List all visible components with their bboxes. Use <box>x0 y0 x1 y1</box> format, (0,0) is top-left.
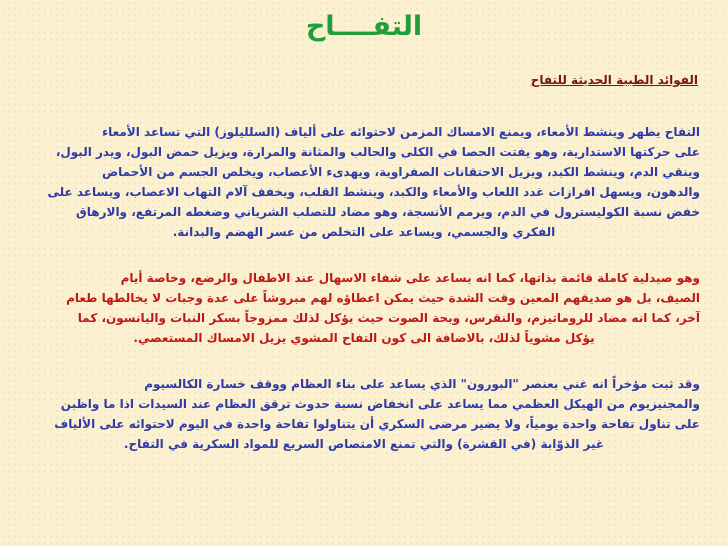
paragraph-line: الصيف، بل هو صديقهم المعين وقت الشدة حيث يمكن اعطاؤه لهم مبروشاً على عدة وجبات لا يخالطها طعام <box>66 291 700 305</box>
paragraph-line: آخر، كما انه مضاد للروماتيزم، والنقرس، وبحة الصوت حيث يؤكل لذلك ممزوجاً بسكر النبات واليانسون، كما <box>77 311 700 325</box>
paragraph-line: وهو صيدلية كاملة قائمة بذاتها، كما انه يساعد على شفاء الاسهال عند الاطفال والرضع، وخاصة أيام <box>120 271 700 285</box>
paragraph-line: التفاح يطهر وينشط الأمعاء، ويمنع الامساك المزمن لاحتوائه على ألياف (السلليلوز) التي تساعد الأمعاء <box>101 125 700 139</box>
paragraph-line: يؤكل مشوياً لذلك، بالاضافة الى كون التفاح المشوي يزيل الامساك المستعصي. <box>133 331 595 345</box>
paragraph-boron <box>28 374 700 454</box>
paragraph-line: وقد ثبت مؤخراً انه غني بعنصر "البورون" الذي يساعد على بناء العظام ووقف خسارة الكالسيوم <box>144 377 700 391</box>
paragraph-line: غير الذوّابة (في القشرة) والتي تمنع الامتصاص السريع للمواد السكرية في التفاح. <box>123 437 605 451</box>
paragraph-line: خفض نسبة الكوليسترول في الدم، ويرمم الأنسجة، وهو مضاد للتصلب الشرياني وضغطه المرتفع، والارهاق <box>76 205 700 219</box>
paragraph-line: على حركتها الاستدارية، وهو يفتت الحصا في الكلى والحالب والمثانة والمرارة، ويزيل حمض البول، ويدر البول، <box>55 145 700 159</box>
paragraph-pharmacy <box>28 268 700 348</box>
paragraph-line: الفكري والجسمي، ويساعد على التخلص من عسر الهضم والبدانة. <box>172 225 556 239</box>
slide-subtitle: الفوائد الطبية الحديثة للتفاح <box>530 73 698 87</box>
paragraph-line: وينقي الدم، وينشط الكبد، ويزيل الاحتقانات الصفراوية، ويهدىء الأعصاب، ويخلص الجسم من الأحماض <box>101 165 700 179</box>
paragraph-line: والدهون، ويسهل افرازات غدد اللعاب والأمعاء والكبد، وينشط القلب، ويخفف آلام التهاب الاعصاب، ويساعد على <box>47 185 700 199</box>
paragraph-line: على تناول تفاحة واحدة يومياً، ولا يضير مرضى السكري أن يتناولوا تفاحة واحدة في اليوم لاحتوائه على الألياف <box>54 417 700 431</box>
paragraph-health-benefits <box>28 122 700 242</box>
paragraph-line: والمجنيزيوم من الهيكل العظمي مما يساعد على انخفاض نسبة حدوث ترقق العظام عند السيدات اذا ما واظبن <box>60 397 700 411</box>
slide-title: التفــــاح <box>305 11 423 42</box>
